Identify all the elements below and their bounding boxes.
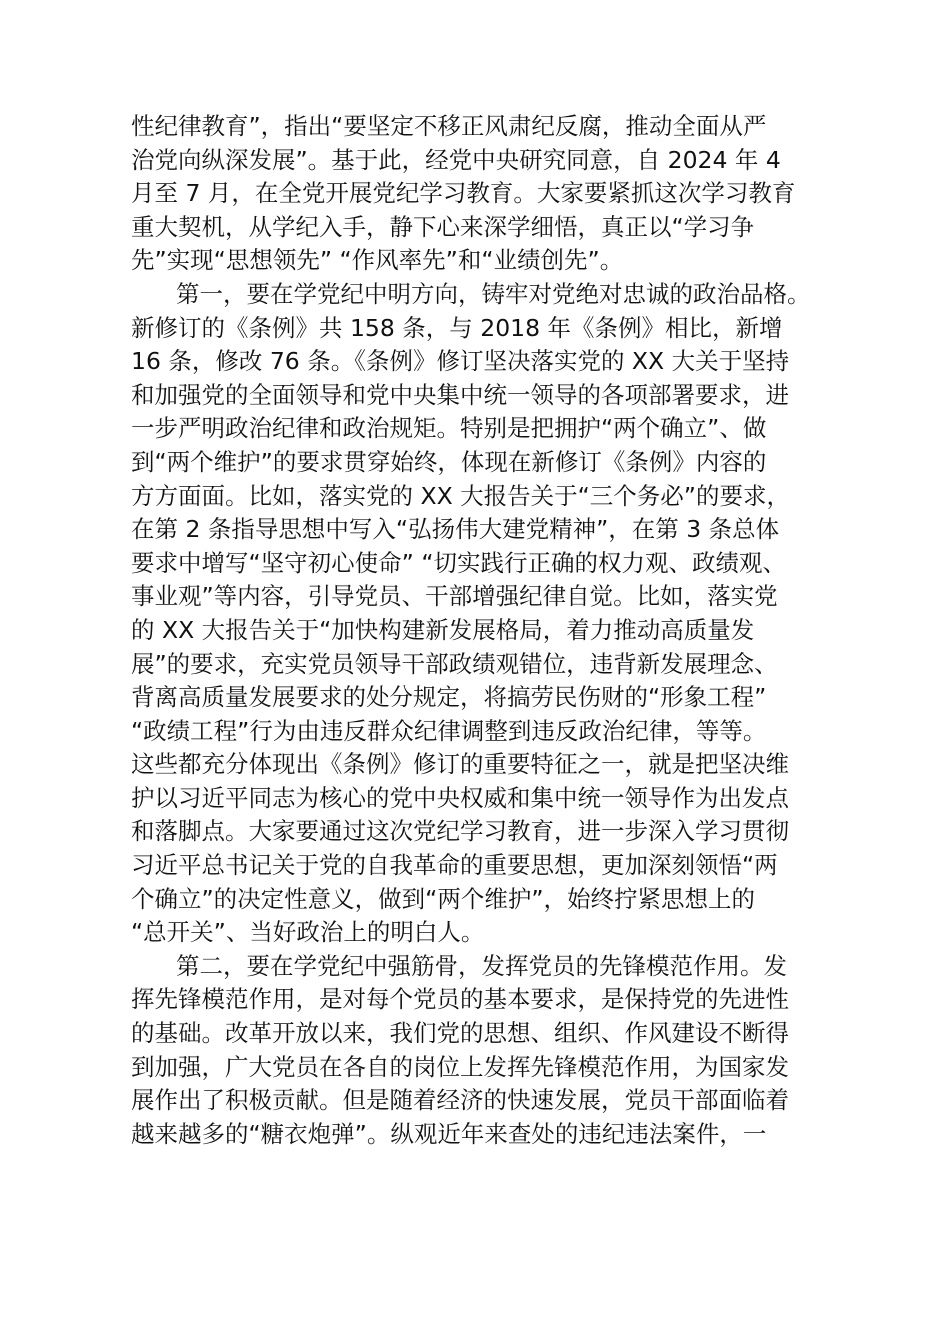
text-line: 到“两个维护”的要求贯穿始终，体现在新修订《条例》内容的 (131, 447, 767, 476)
text-line: 护以习近平同志为核心的党中央权威和集中统一领导作为出发点 (131, 783, 789, 812)
text-line: 和加强党的全面领导和党中央集中统一领导的各项部署要求，进 (131, 380, 789, 409)
text-line: 新修订的《条例》共 158 条，与 2018 年《条例》相比，新增 (131, 313, 783, 342)
text-line: 一步严明政治纪律和政治规矩。特别是把拥护“两个确立”、做 (131, 414, 767, 443)
text-line: 在第 2 条指导思想中写入“弘扬伟大建党精神”，在第 3 条总体 (131, 515, 780, 544)
text-line: 性纪律教育”，指出“要坚定不移正风肃纪反腐，推动全面从严 (131, 112, 767, 140)
text-line: 展作出了积极贡献。但是随着经济的快速发展，党员干部面临着 (131, 1086, 789, 1115)
text-line: 习近平总书记关于党的自我革命的重要思想，更加深刻领悟“两 (131, 851, 778, 880)
paragraph-first-line: 第二，要在学党纪中强筋骨，发挥党员的先锋模范作用。发 (176, 951, 787, 980)
text-line: 到加强，广大党员在各自的岗位上发挥先锋模范作用，为国家发 (131, 1052, 789, 1081)
text-line: “总开关”、当好政治上的明白人。 (131, 918, 485, 947)
text-line: 先”实现“思想领先” “作风率先”和“业绩创先”。 (131, 246, 624, 275)
text-line: 治党向纵深发展”。基于此，经党中央研究同意，自 2024 年 4 (131, 145, 781, 174)
text-line: 的 XX 大报告关于“加快构建新发展格局，着力推动高质量发 (131, 615, 755, 644)
text-line: “政绩工程”行为由违反群众纪律调整到违反政治纪律，等等。 (131, 716, 767, 745)
text-line: 月至 7 月，在全党开展党纪学习教育。大家要紧抓这次学习教育 (131, 179, 796, 208)
text-line: 16 条，修改 76 条。《条例》修订坚决落实党的 XX 大关于坚持 (131, 347, 790, 376)
text-line: 越来越多的“糖衣炮弹”。纵观近年来查处的违纪违法案件，一 (131, 1119, 767, 1148)
text-line: 方方面面。比如，落实党的 XX 大报告关于“三个务必”的要求， (131, 481, 790, 510)
text-line: 背离高质量发展要求的处分规定，将搞劳民伤财的“形象工程” (131, 683, 767, 712)
document-body (131, 110, 851, 1151)
text-line: 这些都充分体现出《条例》修订的重要特征之一，就是把坚决维 (131, 750, 789, 779)
text-line: 重大契机，从学纪入手，静下心来深学细悟，真正以“学习争 (131, 212, 755, 241)
text-line: 的基础。改革开放以来，我们党的思想、组织、作风建设不断得 (131, 1019, 789, 1048)
text-line: 和落脚点。大家要通过这次党纪学习教育，进一步深入学习贯彻 (131, 817, 789, 846)
text-line: 要求中增写“坚守初心使命” “切实践行正确的权力观、政绩观、 (131, 548, 786, 577)
text-line: 展”的要求，充实党员领导干部政绩观错位，违背新发展理念、 (131, 649, 778, 678)
text-line: 事业观”等内容，引导党员、干部增强纪律自觉。比如，落实党 (131, 582, 778, 611)
paragraph-first-line: 第一，要在学党纪中明方向，铸牢对党绝对忠诚的政治品格。 (176, 279, 811, 308)
text-line: 个确立”的决定性意义，做到“两个维护”，始终拧紧思想上的 (131, 884, 756, 913)
text-line: 挥先锋模范作用，是对每个党员的基本要求，是保持党的先进性 (131, 985, 789, 1014)
